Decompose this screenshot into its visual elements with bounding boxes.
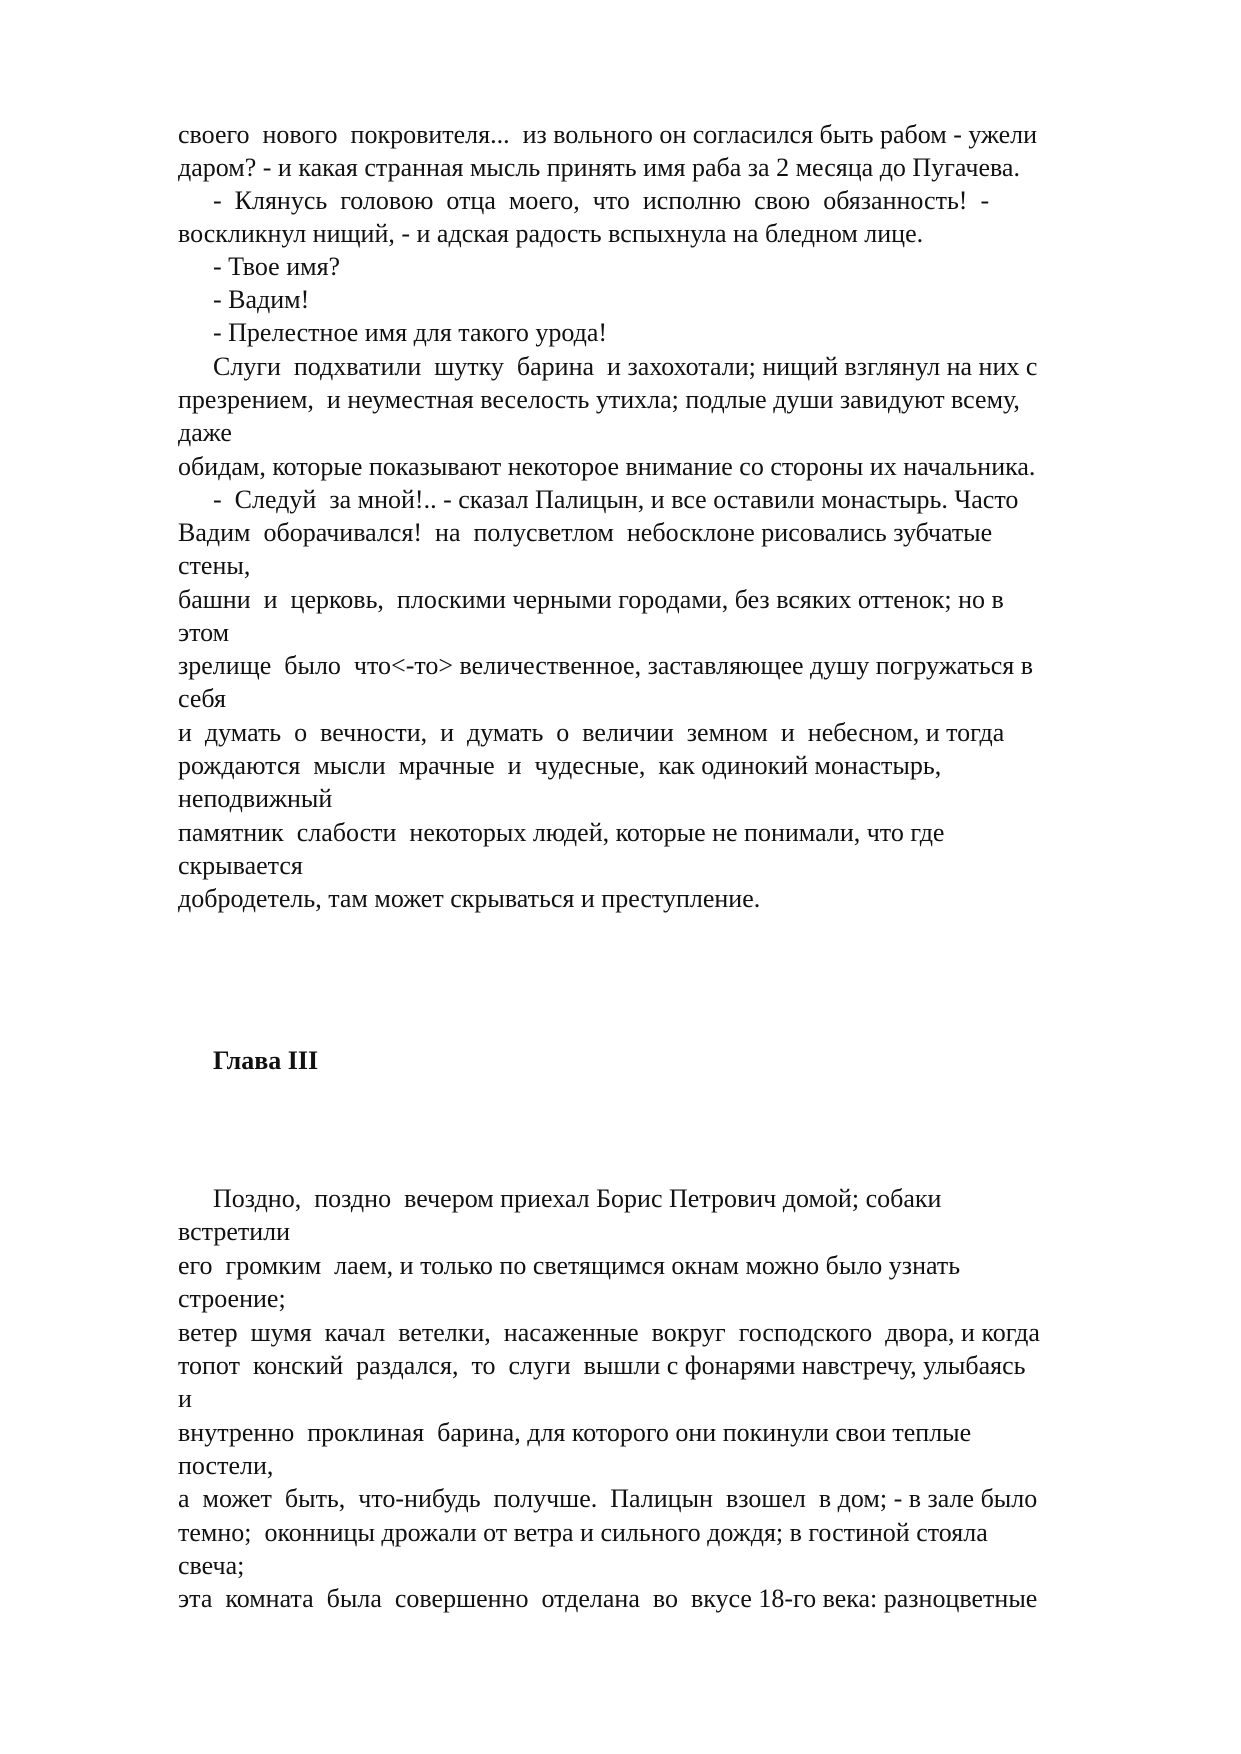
text-line: свеча;: [178, 1551, 245, 1580]
chapter-title: Глава III: [213, 1046, 319, 1075]
text-line: темно; оконницы дрожали от ветра и сильного дождя; в гостиной стояла: [178, 1518, 988, 1547]
text-line: обидам, которые показывают некоторое внимание со стороны их начальника.: [178, 452, 1036, 481]
text-line: памятник слабости некоторых людей, которые не понимали, что где: [178, 818, 945, 847]
text-line: воскликнул нищий, - и адская радость вспыхнула на бледном лице.: [178, 219, 924, 248]
text-line: внутренно проклиная барина, для которого они покинули свои теплые: [178, 1418, 972, 1447]
text-line: стены,: [178, 551, 251, 580]
text-line: себя: [178, 684, 226, 713]
text-line: - Вадим!: [213, 285, 310, 314]
text-line: - Твое имя?: [213, 252, 341, 281]
text-line: постели,: [178, 1451, 274, 1480]
text-line: Вадим оборачивался! на полусветлом небосклоне рисовались зубчатые: [178, 518, 993, 547]
text-line: добродетель, там может скрываться и преступление.: [178, 884, 761, 913]
text-line: этом: [178, 618, 230, 647]
text-line: скрывается: [178, 851, 303, 880]
text-line: даже: [178, 418, 232, 447]
text-line: даром? - и какая странная мысль принять имя раба за 2 месяца до Пугачева.: [178, 153, 1020, 182]
text-line: встретили: [178, 1217, 291, 1246]
text-line: его громким лаем, и только по светящимся окнам можно было узнать: [178, 1251, 961, 1280]
text-line: строение;: [178, 1284, 286, 1313]
text-line: рождаются мысли мрачные и чудесные, как одинокий монастырь,: [178, 751, 942, 780]
text-line: и думать о вечности, и думать о величии земном и небесном, и тогда: [178, 718, 1005, 747]
text-line: презрением, и неуместная веселость утихла; подлые души завидуют всему,: [178, 385, 1020, 414]
text-line: Поздно, поздно вечером приехал Борис Петрович домой; собаки: [213, 1184, 942, 1213]
text-line: неподвижный: [178, 784, 333, 813]
text-line: своего нового покровителя... из вольного он согласился быть рабом - ужели: [178, 120, 1038, 149]
text-line: - Следуй за мной!.. - сказал Палицын, и все оставили монастырь. Часто: [213, 485, 1019, 514]
text-line: топот конский раздался, то слуги вышли с фонарями навстречу, улыбаясь: [178, 1351, 1026, 1380]
text-line: а может быть, что-нибудь получше. Палицын взошел в дом; - в зале было: [178, 1484, 1038, 1513]
text-line: и: [178, 1384, 192, 1413]
text-line: - Клянусь головою отца моего, что исполню свою обязанность! -: [213, 186, 990, 215]
text-line: - Прелестное имя для такого урода!: [213, 318, 608, 347]
text-line: ветер шумя качал ветелки, насаженные вокруг господского двора, и когда: [178, 1318, 1040, 1347]
text-line: эта комната была совершенно отделана во вкусе 18-го века: разноцветные: [178, 1584, 1038, 1613]
text-line: Слуги подхватили шутку барина и захохотали; нищий взглянул на них с: [213, 352, 1038, 381]
text-line: зрелище было что<-то> величественное, заставляющее душу погружаться в: [178, 651, 1034, 680]
text-line: башни и церковь, плоскими черными городами, без всяких оттенок; но в: [178, 585, 1004, 614]
